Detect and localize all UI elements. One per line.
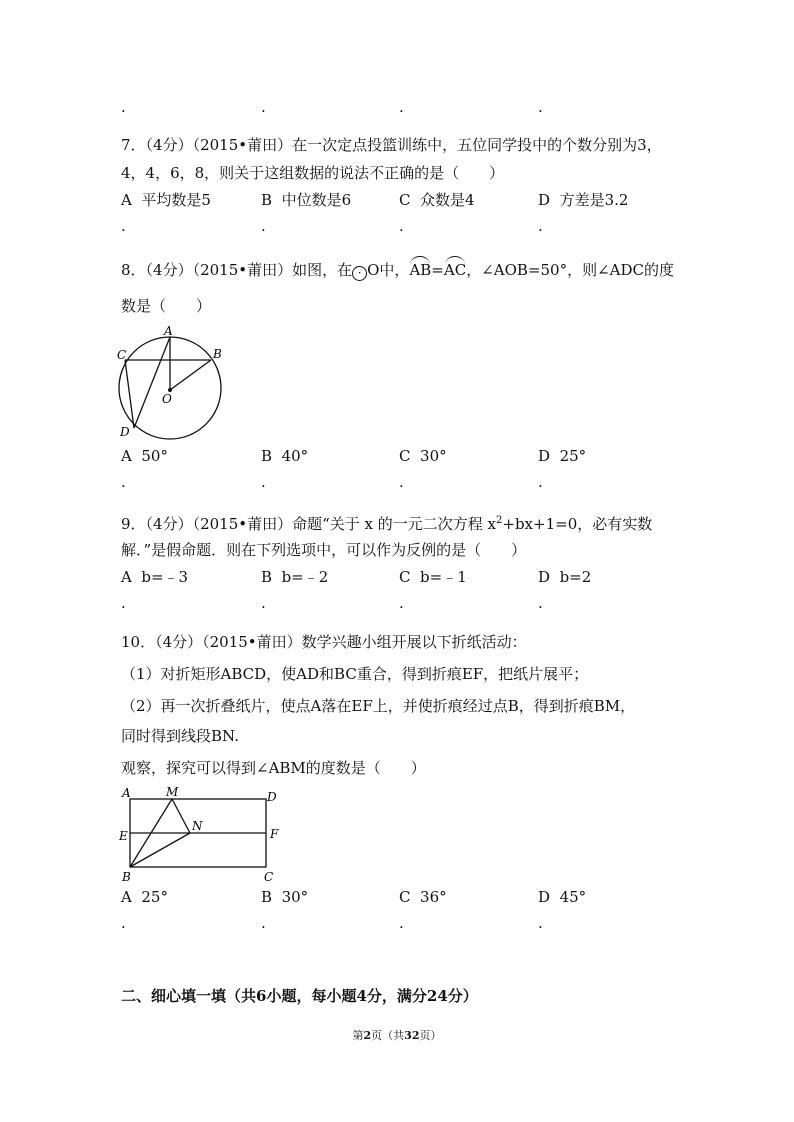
option-d: D b=2 [538, 568, 592, 586]
label-a: A [164, 324, 173, 338]
segment-da [134, 337, 170, 428]
option-d: D 45° [538, 888, 587, 906]
current-page: 2 [363, 1029, 372, 1042]
question-10-line-5: 观察，探究可以得到∠ABM的度数是（ ） [121, 759, 426, 777]
option-dot: . [538, 473, 543, 491]
segment-ob [170, 360, 211, 390]
question-10-line-4: 同时得到线段BN. [121, 727, 239, 745]
option-dot: . [538, 98, 543, 116]
label-m: M [166, 785, 179, 799]
circle-figure [112, 324, 232, 444]
option-dot: . [121, 217, 126, 235]
option-c: C 众数是4 [399, 191, 475, 209]
option-b: B 40° [261, 447, 309, 465]
option-dot: . [261, 594, 266, 612]
option-dot: . [261, 98, 266, 116]
option-dot: . [121, 914, 126, 932]
option-c: C 30° [399, 447, 447, 465]
label-c: C [264, 870, 274, 884]
option-dot: . [538, 594, 543, 612]
option-dot: . [399, 217, 404, 235]
label-d: D [267, 790, 277, 804]
question-9-line-2: 解．”是假命题．则在下列选项中，可以作为反例的是（ ） [121, 541, 527, 559]
section-heading: 二、细心填一填（共6小题，每小题4分，满分24分） [121, 987, 478, 1005]
question-8-line-1: 8．（4分）（2015•莆田）如图，在 · O中，AB=AC，∠AOB=50°，则∠ADC的度 [121, 261, 674, 280]
label-a: A [122, 786, 131, 800]
option-dot: . [399, 98, 404, 116]
option-dot: . [261, 217, 266, 235]
option-dot: . [121, 473, 126, 491]
question-10-line-3: （2）再一次折叠纸片，使点A落在EF上，并使折痕经过点B，得到折痕BM， [121, 697, 636, 715]
option-dot: . [538, 914, 543, 932]
question-10-line-2: （1）对折矩形ABCD，使AD和BC重合，得到折痕EF，把纸片展平； [121, 665, 589, 683]
label-o: O [162, 392, 172, 406]
question-7-line-1: 7．（4分）（2015•莆田）在一次定点投篮训练中，五位同学投中的个数分别为3， [121, 136, 662, 154]
question-8-line-2: 数是（ ） [121, 297, 212, 315]
label-c: C [117, 348, 127, 362]
option-b: B 中位数是6 [261, 191, 352, 209]
label-d: D [120, 425, 130, 439]
option-dot: . [121, 98, 126, 116]
option-dot: . [538, 217, 543, 235]
segment-mn [172, 799, 190, 833]
option-a: A 平均数是5 [121, 191, 211, 209]
segment-cd [125, 360, 134, 428]
arc-ac: AC [443, 261, 467, 279]
option-a: A 25° [121, 888, 168, 906]
total-pages: 32 [404, 1029, 420, 1042]
arc-ab: AB [409, 261, 432, 279]
label-n: N [192, 819, 203, 833]
option-dot: . [399, 914, 404, 932]
option-dot: . [261, 473, 266, 491]
rectangle-figure [112, 782, 292, 886]
option-d: D 方差是3.2 [538, 191, 629, 209]
option-c: C b=﹣1 [399, 568, 467, 586]
question-7-line-2: 4，4，6，8，则关于这组数据的说法不正确的是（ ） [121, 164, 505, 182]
option-dot: . [399, 594, 404, 612]
option-d: D 25° [538, 447, 587, 465]
label-b: B [122, 870, 131, 884]
option-a: A 50° [121, 447, 168, 465]
option-c: C 36° [399, 888, 447, 906]
circle-dot-symbol: · [352, 266, 367, 281]
option-b: B b=﹣2 [261, 568, 329, 586]
option-dot: . [261, 914, 266, 932]
label-e: E [119, 829, 128, 843]
segment-bn [130, 833, 190, 867]
page-footer: 第2页（共32页） [352, 1029, 442, 1042]
label-b: B [213, 347, 222, 361]
option-a: A b=﹣3 [121, 568, 189, 586]
question-10-line-1: 10．（4分）（2015•莆田）数学兴趣小组开展以下折纸活动： [121, 633, 527, 651]
option-dot: . [121, 594, 126, 612]
label-f: F [270, 827, 279, 841]
question-9-line-1: 9．（4分）（2015•莆田）命题“关于 x 的一元二次方程 $x^2+bx+1=0$，必有实数 [121, 515, 653, 533]
option-dot: . [399, 473, 404, 491]
option-b: B 30° [261, 888, 309, 906]
